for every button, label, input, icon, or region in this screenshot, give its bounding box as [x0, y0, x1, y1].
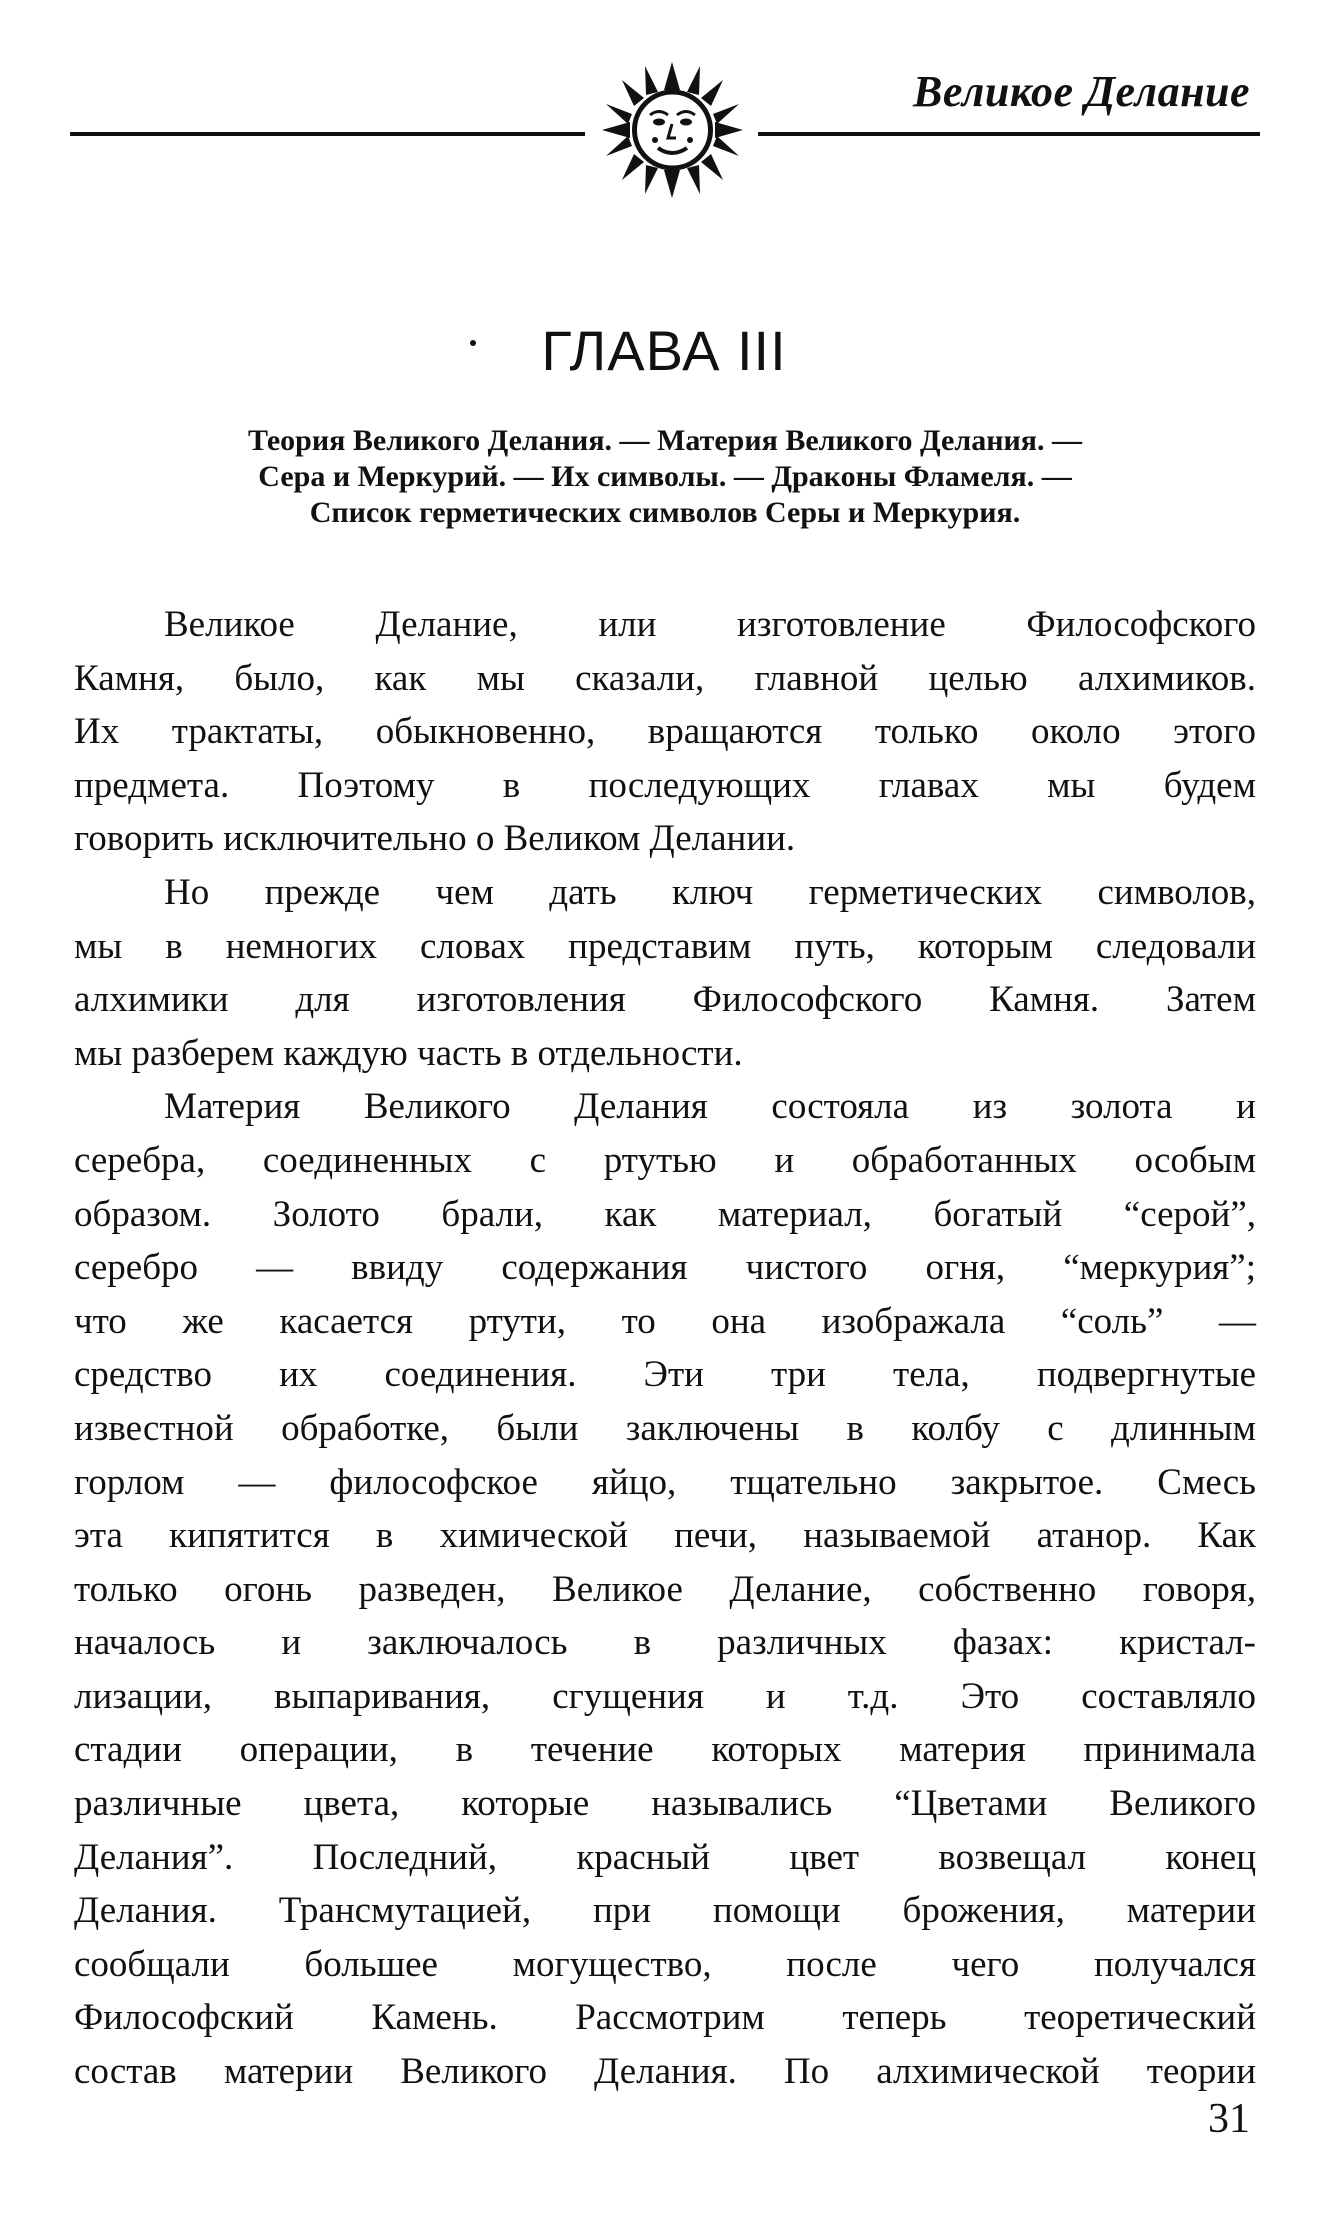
- paragraph-2-line: мы в немногих словах представим путь, которым следовали: [74, 925, 1256, 967]
- synopsis-line: Сера и Меркурий. — Их символы. — Драконы Фламеля. —: [258, 460, 1072, 493]
- running-title: Великое Делание: [913, 67, 1250, 116]
- paragraph-3-line: серебра, соединенных с ртутью и обработанных особым: [74, 1139, 1256, 1181]
- sun-face-icon: [600, 60, 745, 200]
- synopsis-line: Теория Великого Делания. — Материя Великого Делания. —: [248, 424, 1082, 457]
- chapter-title: ГЛАВА III: [541, 319, 787, 382]
- paragraph-3-line: образом. Золото брали, как материал, богатый “серой”,: [74, 1193, 1256, 1235]
- header-rule-left: [70, 132, 585, 136]
- paragraph-2-line: мы разберем каждую часть в отдельности.: [74, 1032, 743, 1074]
- paragraph-3-line: известной обработке, были заключены в колбу с длинным: [74, 1407, 1256, 1449]
- paragraph-3-line: Материя Великого Делания состояла из золота и: [164, 1086, 1256, 1128]
- page-header: [70, 60, 1260, 200]
- paragraph-2-line: алхимики для изготовления Философского Камня. Затем: [74, 979, 1256, 1021]
- paragraph-1-line: Камня, было, как мы сказали, главной целью алхимиков.: [74, 657, 1256, 699]
- paragraph-3-line: Философский Камень. Рассмотрим теперь теоретический: [74, 1997, 1256, 2039]
- paragraph-3-line: различные цвета, которые назывались “Цветами Великого: [74, 1783, 1256, 1825]
- header-rule-right: [758, 132, 1260, 136]
- paragraph-3-line: горлом — философское яйцо, тщательно закрытое. Смесь: [74, 1461, 1256, 1503]
- paragraph-3-line: началось и заключалось в различных фазах: кристал-: [74, 1622, 1256, 1664]
- paragraph-3-line: состав материи Великого Делания. По алхимической теории: [74, 2051, 1256, 2093]
- paragraph-1-line: Их трактаты, обыкновенно, вращаются только около этого: [74, 711, 1256, 753]
- paragraph-1-line: говорить исключительно о Великом Делании.: [74, 818, 796, 860]
- paragraph-1-line: предмета. Поэтому в последующих главах мы будем: [74, 764, 1256, 806]
- paragraph-3-line: что же касается ртути, то она изображала “соль” —: [74, 1300, 1256, 1342]
- chapter-synopsis: [130, 423, 1200, 531]
- synopsis-line: Список герметических символов Серы и Меркурия.: [309, 496, 1021, 529]
- paragraph-3-line: Делания”. Последний, красный цвет возвещал конец: [74, 1836, 1256, 1878]
- paragraph-1-line: Великое Делание, или изготовление Философского: [164, 604, 1256, 645]
- paragraph-2-line: Но прежде чем дать ключ герметических символов,: [164, 871, 1256, 913]
- body-text: [74, 598, 1256, 2099]
- paragraph-3-line: эта кипятится в химической печи, называемой атанор. Как: [74, 1515, 1256, 1557]
- paragraph-3-line: средство их соединения. Эти три тела, подвергнутые: [74, 1354, 1256, 1396]
- paragraph-3-line: серебро — ввиду содержания чистого огня, “меркурия”;: [74, 1247, 1256, 1289]
- page-number: 31: [1208, 2096, 1250, 2142]
- paragraph-3-line: Делания. Трансмутацией, при помощи брожения, материи: [74, 1890, 1256, 1932]
- paragraph-3-line: только огонь разведен, Великое Делание, собственно говоря,: [74, 1568, 1256, 1610]
- paragraph-3-line: стадии операции, в течение которых материя принимала: [74, 1729, 1256, 1771]
- paragraph-3-line: лизации, выпаривания, сгущения и т.д. Это составляло: [74, 1675, 1256, 1717]
- paragraph-3-line: сообщали большее могущество, после чего получался: [74, 1943, 1256, 1985]
